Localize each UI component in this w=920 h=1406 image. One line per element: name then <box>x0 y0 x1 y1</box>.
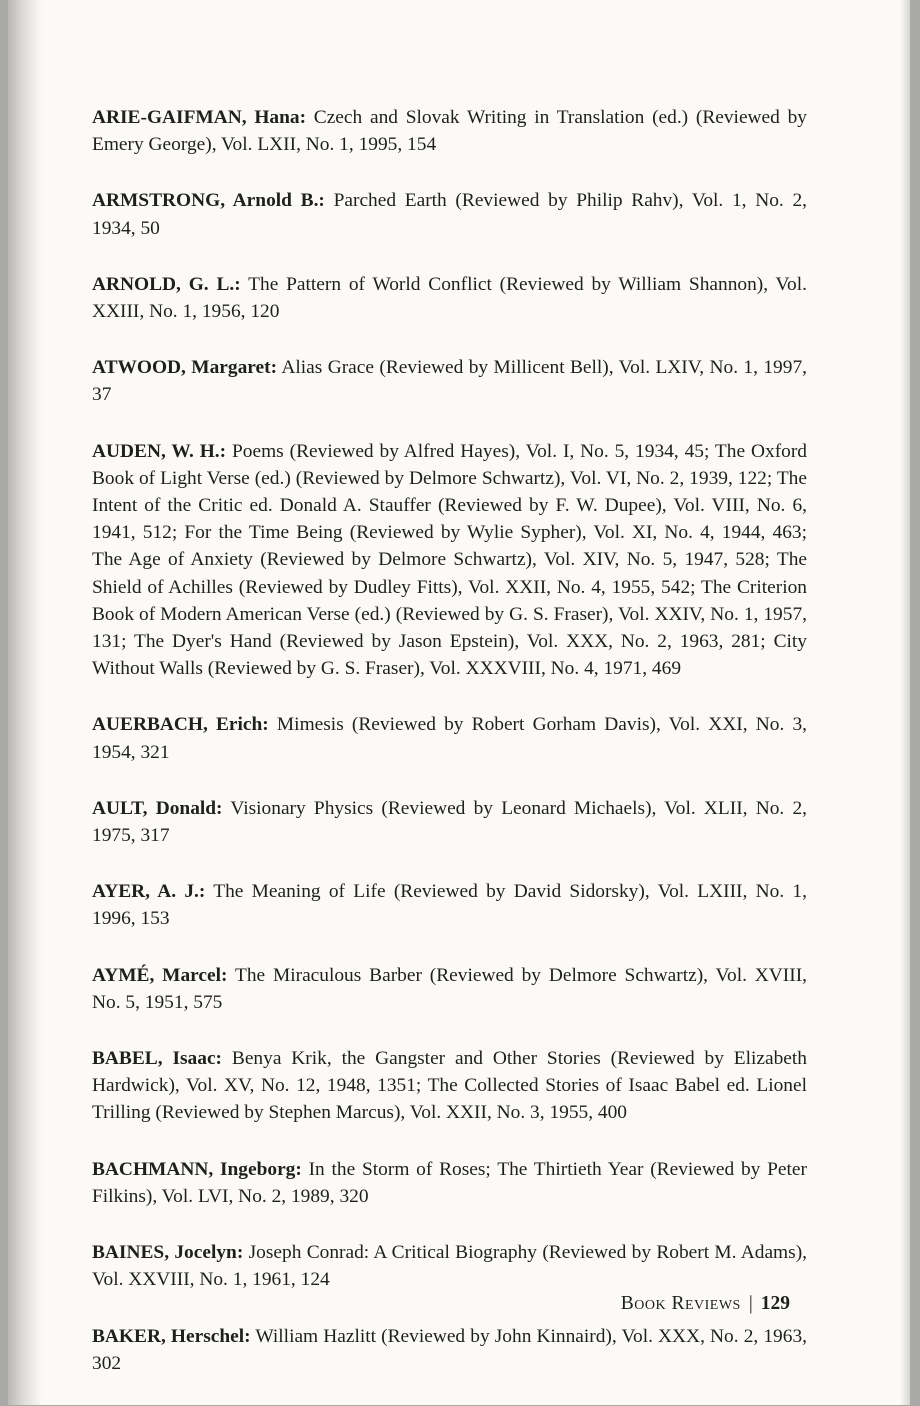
entry-text: Czech and Slovak Writing in Translation (ed.) (Reviewed by Emery George), Vol. LXII, No. 1, 1995, 154 <box>92 107 807 156</box>
entry-text: Mimesis (Reviewed by Robert Gorham Davis), Vol. XXI, No. 3, 1954, 321 <box>92 714 808 763</box>
entry-author: ARIE-GAIFMAN, Hana: <box>92 107 307 128</box>
footer-separator: | <box>748 1293 753 1314</box>
entry-author: BACHMANN, Ingeborg: <box>92 1158 302 1180</box>
book-page <box>8 0 910 1405</box>
entry-author: AUDEN, W. H.: <box>92 440 227 462</box>
entry-author: BAKER, Herschel: <box>92 1325 251 1347</box>
page-edge <box>900 0 910 1405</box>
index-entry <box>92 962 807 1016</box>
entry-text: The Meaning of Life (Reviewed by David Sidorsky), Vol. LXIII, No. 1, 1996, 153 <box>92 881 807 930</box>
running-footer-label: Book Reviews <box>620 1293 741 1314</box>
entry-text: Poems (Reviewed by Alfred Hayes), Vol. I, No. 5, 1934, 45; The Oxford Book of Light Verse (ed.) (Reviewed by Delmore Schwartz), Vol. VI, No. 2, 1939, 122; The Intent of the Critic ed. Donald A. Stauffer (Reviewed by F. W. Dupee), Vol. VIII, No. 6, 1941, 512; For the Time Being (Reviewed by Wylie Sypher), Vol. XI, No. 4, 1944, 463; The Age of Anxiety (Reviewed by Delmore Schwartz), Vol. XIV, No. 5, 1947, 528; The Shield of Achilles (Reviewed by Dudley Fitts), Vol. XXII, No. 4, 1955, 542; The Criterion Book of Modern American Verse (ed.) (Reviewed by G. S. Fraser), Vol. XXIV, No. 1, 1957, 131; The Dyer's Hand (Reviewed by Jason Epstein), Vol. XXX, No. 2, 1963, 281; City Without Walls (Reviewed by G. S. Fraser), Vol. XXXVIII, No. 4, 1971, 469 <box>92 440 807 680</box>
entry-text: Parched Earth (Reviewed by Philip Rahv), Vol. 1, No. 2, 1934, 50 <box>92 190 808 239</box>
page-footer <box>621 1293 790 1315</box>
entry-author: AULT, Donald: <box>92 797 223 819</box>
entry-text: In the Storm of Roses; The Thirtieth Year (Reviewed by Peter Filkins), Vol. LVI, No. 2, 1989, 320 <box>92 1158 807 1207</box>
index-entry <box>92 1156 807 1210</box>
entry-text: The Pattern of World Conflict (Reviewed by William Shannon), Vol. XXIII, No. 1, 1956, 120 <box>92 273 807 323</box>
entry-author: AYER, A. J.: <box>92 881 206 903</box>
index-entry <box>92 187 807 241</box>
entry-text: Alias Grace (Reviewed by Millicent Bell), Vol. LXIV, No. 1, 1997, 37 <box>92 357 807 406</box>
index-entry <box>92 104 807 158</box>
index-entry <box>92 1045 807 1127</box>
entry-text: Visionary Physics (Reviewed by Leonard Michaels), Vol. XLII, No. 2, 1975, 317 <box>92 797 808 847</box>
index-entry <box>92 795 807 849</box>
entry-author: ARNOLD, G. L.: <box>92 273 241 295</box>
index-entry <box>92 1323 807 1377</box>
entry-author: BAINES, Jocelyn: <box>92 1242 244 1264</box>
index-entry <box>92 878 807 932</box>
page-gutter-shadow <box>8 0 42 1405</box>
entry-author: AYMÉ, Marcel: <box>92 964 228 986</box>
entry-author: ATWOOD, Margaret: <box>92 357 278 379</box>
page-number: 129 <box>760 1293 790 1314</box>
entry-text: The Miraculous Barber (Reviewed by Delmore Schwartz), Vol. XVIII, No. 5, 1951, 575 <box>92 964 808 1013</box>
index-entries <box>92 104 807 1406</box>
index-entry <box>92 271 807 325</box>
entry-author: AUERBACH, Erich: <box>92 714 269 736</box>
index-entry <box>92 438 807 683</box>
index-entry <box>92 354 807 408</box>
index-entry <box>92 711 807 765</box>
entry-text: Benya Krik, the Gangster and Other Stories (Reviewed by Elizabeth Hardwick), Vol. XV, No. 12, 1948, 1351; The Collected Stories of Isaac Babel ed. Lionel Trilling (Reviewed by Stephen Marcus), Vol. XXII, No. 3, 1955, 400 <box>92 1048 808 1124</box>
entry-author: BABEL, Isaac: <box>92 1048 223 1070</box>
entry-text: Joseph Conrad: A Critical Biography (Reviewed by Robert M. Adams), Vol. XXVIII, No. 1, 1961, 124 <box>92 1242 807 1291</box>
entry-author: ARMSTRONG, Arnold B.: <box>92 190 325 212</box>
entry-text: William Hazlitt (Reviewed by John Kinnaird), Vol. XXX, No. 2, 1963, 302 <box>92 1325 807 1374</box>
index-entry <box>92 1239 807 1293</box>
